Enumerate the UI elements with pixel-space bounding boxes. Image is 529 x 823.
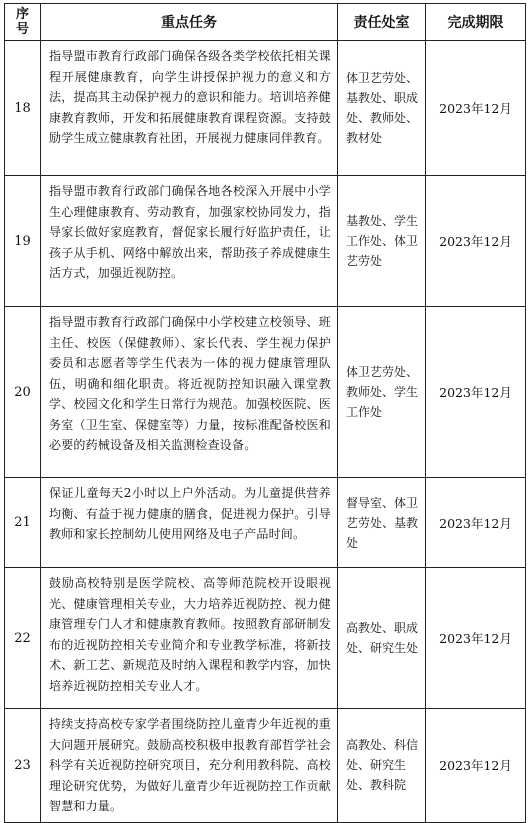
row-number: 19 [5,176,41,307]
task-cell: 指导盟市教育行政部门确保各地各校深入开展中小学生心理健康教育、劳动教育，加强家校协同发力，指导家长做好家庭教育，督促家长履行好监护责任，让孩子从手机、网络中解放出来，帮助孩子养成健康生活方式，加强近视防控。 [41,176,338,307]
row-number: 23 [5,709,41,823]
header-task: 重点任务 [41,4,338,41]
row-number: 18 [5,41,41,176]
deadline-cell: 2023年12月 [426,176,526,307]
dept-cell: 体卫艺劳处、教师处、学生工作处 [338,307,426,478]
task-table [4,3,526,823]
table-row [5,307,526,478]
row-number: 22 [5,568,41,709]
table-row [5,176,526,307]
task-cell: 持续支持高校专家学者围绕防控儿童青少年近视的重大问题开展研究。鼓励高校积极申报教育部哲学社会科学有关近视防控研究项目，充分利用教科院、高校理论研究优势，为做好儿童青少年近视防控工作贡献智慧和力量。 [41,709,338,823]
header-no: 序号 [5,4,41,41]
task-cell: 鼓励高校特别是医学院校、高等师范院校开设眼视光、健康管理相关专业，大力培养近视防控、视力健康管理专门人才和健康教育教师。按照教育部研制发布的近视防控相关专业简介和专业教学标准，将新技术、新工艺、新规范及时纳入课程和教学内容，加快培养近视防控相关专业人才。 [41,568,338,709]
row-number: 21 [5,478,41,568]
header-deadline: 完成期限 [426,4,526,41]
dept-cell: 高教处、科信处、研究生处、教科院 [338,709,426,823]
table-row [5,568,526,709]
dept-cell: 督导室、体卫艺劳处、基教处 [338,478,426,568]
deadline-cell: 2023年12月 [426,478,526,568]
task-cell: 保证儿童每天2小时以上户外活动。为儿童提供营养均衡、有益于视力健康的膳食，促进视力保护。引导教师和家长控制幼儿使用网络及电子产品时间。 [41,478,338,568]
table-row [5,41,526,176]
deadline-cell: 2023年12月 [426,307,526,478]
row-number: 20 [5,307,41,478]
table-row [5,478,526,568]
table-row [5,709,526,823]
task-cell: 指导盟市教育行政部门确保中小学校建立校领导、班主任、校医（保健教师）、家长代表、学生视力保护委员和志愿者等学生代表为一体的视力健康管理队伍，明确和细化职责。将近视防控知识融入课堂教学、校园文化和学生日常行为规范。加强校医院、医务室（卫生室、保健室等）力量，按标准配备校医和必要的药械设备及相关监测检查设备。 [41,307,338,478]
header-dept: 责任处室 [338,4,426,41]
header-row [5,4,526,41]
deadline-cell: 2023年12月 [426,41,526,176]
dept-cell: 基教处、学生工作处、体卫艺劳处 [338,176,426,307]
task-cell: 指导盟市教育行政部门确保各级各类学校依托相关课程开展健康教育，向学生讲授保护视力的意义和方法，提高其主动保护视力的意识和能力。培训培养健康教育教师，开发和拓展健康教育课程资源。支持鼓励学生成立健康教育社团，开展视力健康同伴教育。 [41,41,338,176]
deadline-cell: 2023年12月 [426,568,526,709]
dept-cell: 高教处、职成处、研究生处 [338,568,426,709]
dept-cell: 体卫艺劳处、基教处、职成处、教师处、教材处 [338,41,426,176]
deadline-cell: 2023年12月 [426,709,526,823]
